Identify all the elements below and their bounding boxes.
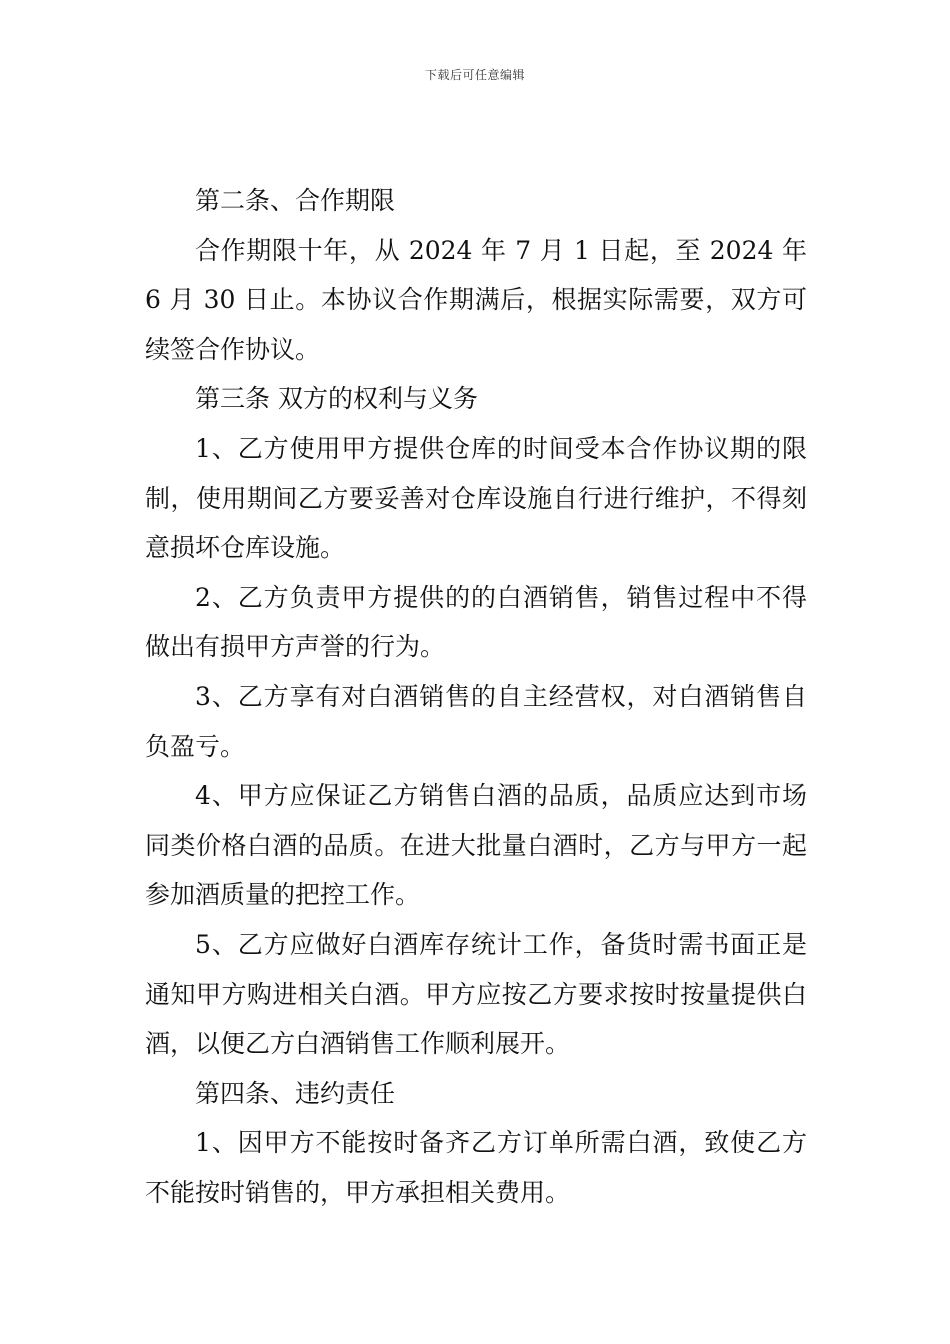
article-3-clause-2: 2、乙方负责甲方提供的的白酒销售，销售过程中不得做出有损甲方声誉的行为。 xyxy=(145,582,807,662)
article-3-heading: 第三条 双方的权利与义务 xyxy=(195,384,478,414)
article-3-clause-4: 4、甲方应保证乙方销售白酒的品质，品质应达到市场同类价格白酒的品质。在进大批量白酒时，乙方与甲方一起参加酒质量的把控工作。 xyxy=(145,781,807,910)
article-4-heading: 第四条、违约责任 xyxy=(195,1078,396,1108)
article-3-clause-3: 3、乙方享有对白酒销售的自主经营权，对白酒销售自负盈亏。 xyxy=(145,681,807,761)
article-2-heading: 第二条、合作期限 xyxy=(195,186,396,215)
article-4-clause-1: 1、因甲方不能按时备齐乙方订单所需白酒，致使乙方不能按时销售的，甲方承担相关费用。 xyxy=(145,1128,807,1207)
article-2-term-paragraph: 合作期限十年，从 2024 年 7 月 1 日起，至 2024 年 6 月 30 日止。本协议合作期满后，根据实际需要，双方可续签合作协议。 xyxy=(145,235,807,364)
article-3-clause-1: 1、乙方使用甲方提供仓库的时间受本合作协议期的限制，使用期间乙方要妥善对仓库设施自行进行维护，不得刻意损坏仓库设施。 xyxy=(145,433,807,563)
page-header-note: 下载后可任意编辑 xyxy=(424,68,525,82)
article-3-clause-5: 5、乙方应做好白酒库存统计工作，备货时需书面正是通知甲方购进相关白酒。甲方应按乙方要求按时按量提供白酒，以便乙方白酒销售工作顺利展开。 xyxy=(145,929,807,1059)
document-body xyxy=(145,176,807,1217)
